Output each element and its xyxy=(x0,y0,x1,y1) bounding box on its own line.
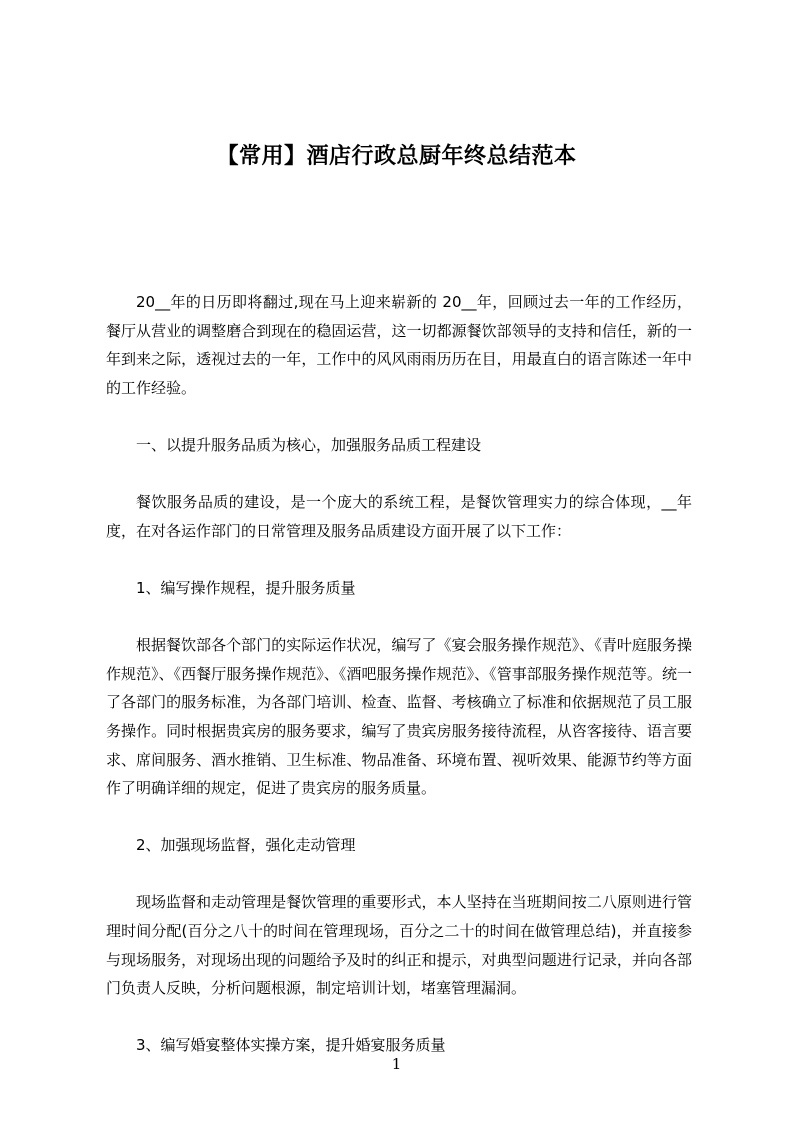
paragraph-gap xyxy=(106,1003,692,1032)
paragraph-gap xyxy=(106,460,692,489)
section-heading-1: 一、以提升服务品质为核心，加强服务品质工程建设 xyxy=(136,435,482,454)
paragraph-gap xyxy=(106,545,692,574)
subsection-heading-2: 2、加强现场监督，强化走动管理 xyxy=(136,836,356,855)
paragraph-quality: 餐饮服务品质的建设，是一个庞大的系统工程，是餐饮管理实力的综合体现，__年度，在对各运作部门的日常管理及服务品质建设方面开展了以下工作： xyxy=(106,493,692,540)
paragraph-gap xyxy=(106,402,692,431)
paragraph-procedures: 根据餐饮部各个部门的实际运作状况，编写了《宴会服务操作规范》、《青叶庭服务操作规范》、《西餐厅服务操作规范》、《酒吧服务操作规范》、《管事部服务操作规范等。统一了各部门的服务标准，为各部门培训、检查、监督、考核确立了标准和依据规范了员工服务操作。同时根据贵宾房的服务要求，编写了贵宾房服务接待流程，从咨客接待、语言要求、席间服务、酒水推销、卫生标准、物品准备、环境布置、视听效果、能源节约等方面作了明确详细的规定，促进了贵宾房的服务质量。 xyxy=(106,636,692,798)
document-body xyxy=(106,288,692,1060)
paragraph-gap xyxy=(106,603,692,632)
paragraph-gap xyxy=(106,860,692,889)
paragraph-supervision: 现场监督和走动管理是餐饮管理的重要形式，本人坚持在当班期间按二八原则进行管理时间分配(百分之八十的时间在管理现场，百分之二十的时间在做管理总结)，并直接参与现场服务，对现场出现的问题给予及时的纠正和提示，对典型问题进行记录，并向各部门负责人反映，分析问题根源，制定培训计划，堵塞管理漏洞。 xyxy=(106,893,692,998)
subsection-heading-3: 3、编写婚宴整体实操方案，提升婚宴服务质量 xyxy=(136,1036,446,1055)
paragraph-gap xyxy=(106,803,692,832)
subsection-heading-1: 1、编写操作规程，提升服务质量 xyxy=(136,578,356,597)
page-number: 1 xyxy=(391,1055,402,1073)
document-title: 【常用】酒店行政总厨年终总结范本 xyxy=(216,144,577,169)
paragraph-intro: 20__年的日历即将翻过,现在马上迎来崭新的 20__年，回顾过去一年的工作经历，餐厅从营业的调整磨合到现在的稳固运营，这一切都源餐饮部领导的支持和信任，新的一年到来之际，透视过去的一年，工作中的风风雨雨历历在目，用最直白的语言陈述一年中的工作经验。 xyxy=(106,293,692,397)
